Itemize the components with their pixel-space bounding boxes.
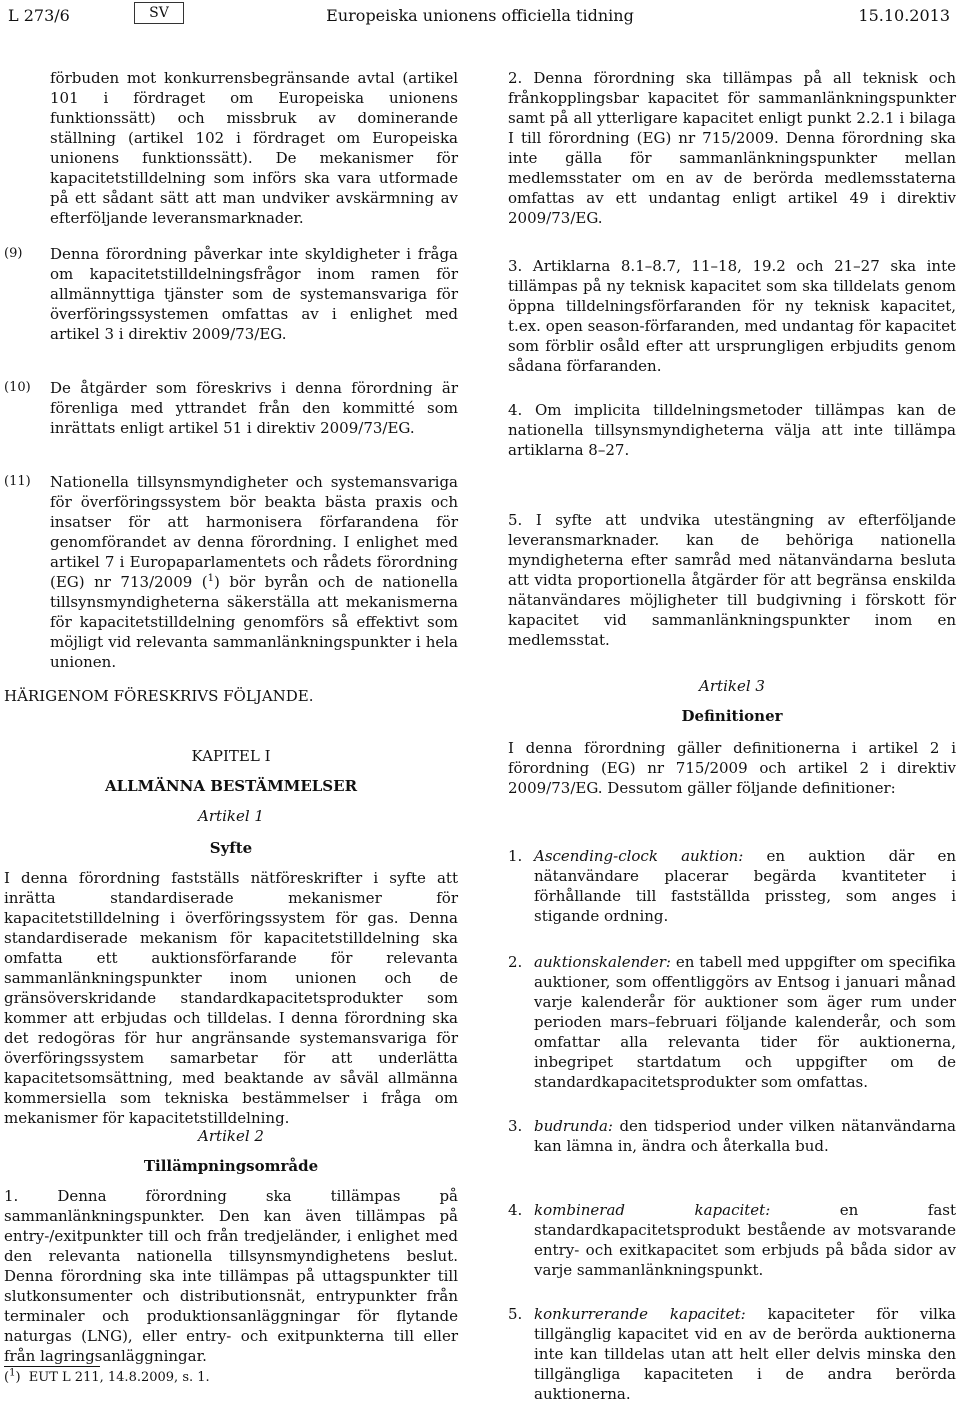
definition-3 [508, 1116, 956, 1156]
definition-number: 5. [508, 1305, 523, 1323]
recital-number: (9) [4, 246, 23, 261]
definition-text: auktionskalender: en tabell med uppgifter om specifika auktioner, som offentliggörs av Entsog i januari månad varje kalenderår för auktioner som äger rum under perioden mars–februari följande kalenderår, och som omfattar alla relevanta tider för auktionerna, inbegripet startdatum och uppgifter om de standardkapacitetsprodukter som omfattas. [534, 953, 956, 1091]
definition-5 [508, 1304, 956, 1404]
footnote-number: 1 [9, 1367, 16, 1379]
recital-text: De åtgärder som föreskrivs i denna förordning är förenliga med yttrandet från den kommitté som inrättats enligt artikel 51 i direktiv 2009/73/EG. [50, 379, 458, 437]
footnote-divider [4, 1366, 100, 1367]
article-3-intro: I denna förordning gäller definitionerna i artikel 2 i förordning (EG) nr 715/2009 och artikel 2 i direktiv 2009/73/EG. Dessutom gäller följande definitioner: [508, 739, 956, 797]
definition-text: kombinerad kapacitet: en fast standardkapacitetsprodukt bestående av motsvarande entry- och exitkapacitet som erbjuds på båda sidor av varje sammanlänkningspunkt. [534, 1201, 956, 1279]
footnote: ($^1$) EUT L 211, 14.8.2009, s. 1. [4, 1367, 210, 1385]
definition-2 [508, 952, 956, 1092]
article-2-label: Artikel 2 [198, 1127, 264, 1145]
recital-number: (11) [4, 474, 31, 489]
article-2-paragraph-5: 5. I syfte att undvika utestängning av efterföljande leveransmarknader. kan de behöriga nationella myndigheterna efter samråd med nätanvändarna besluta att vidta proportionella åtgärder för att begränsa enskilda nätanvändares möjligheter till budgivning i förskott för kapacitet vid sammanlänkningspunkter inom en medlemsstat. [508, 511, 956, 649]
recital-10 [4, 378, 458, 438]
article-3-label: Artikel 3 [699, 677, 765, 695]
definition-term: budrunda: [534, 1117, 613, 1135]
definition-term: auktionskalender: [534, 953, 671, 971]
footnote-text: EUT L 211, 14.8.2009, s. 1. [28, 1370, 210, 1385]
definition-number: 4. [508, 1201, 523, 1219]
chapter-label: KAPITEL I [191, 747, 271, 765]
definition-term: Ascending-clock auktion: [534, 847, 744, 865]
definition-number: 3. [508, 1117, 523, 1135]
recital-number: (10) [4, 380, 31, 395]
article-2-title: Tillämpningsområde [143, 1157, 319, 1175]
intro-paragraph: förbuden mot konkurrensbegränsande avtal (artikel 101 i fördraget om Europeiska unionens funktionssätt) och missbruk av dominerande ställning (artikel 102 i fördraget om Europeiska unionens funktionssätt). De mekanismer för kapacitetstilldelning som införs ska vara utformade på ett sådant sätt att man undviker avskärmning av efterföljande leveransmarknader. [50, 69, 458, 227]
enacting-formula: HÄRIGENOM FÖRESKRIVS FÖLJANDE. [4, 687, 314, 705]
article-2-paragraph-3: 3. Artiklarna 8.1–8.7, 11–18, 19.2 och 21–27 ska inte tillämpas på ny teknisk kapacitet som ska tilldelats genom öppna tilldelningsförfaranden för ny teknisk kapacitet, t.ex. open season-förfaranden, med undantag för kapacitet som förblir osåld efter att ursprungligen erbjudits genom sådana förfaranden. [508, 257, 956, 375]
definition-text: budrunda: den tidsperiod under vilken nätanvändarna kan lämna in, ändra och återkalla bud. [534, 1117, 956, 1155]
article-3-title: Definitioner [681, 707, 783, 725]
chapter-title: ALLMÄNNA BESTÄMMELSER [104, 777, 358, 795]
publication-date: 15.10.2013 [858, 6, 950, 25]
article-1-title: Syfte [209, 839, 253, 857]
journal-title: Europeiska unionens officiella tidning [326, 6, 634, 25]
language-badge: SV [134, 2, 184, 24]
definition-number: 1. [508, 847, 523, 865]
article-1-text: I denna förordning fastställs nätföreskrifter i syfte att inrätta standardiserade mekanismer för kapacitetstilldelning i överföringssystem för gas. Denna standardiserade mekanism för kapacitetstilldelning ska omfatta ett auktionsförfarande för relevanta sammanlänkningspunkter inom unionen och de gränsöverskridande standardkapacitetsprodukter som kommer att erbjudas och tilldelas. I denna förordning ska det redogöras för hur angränsande systemansvariga för överföringssystem samarbetar för att underlätta kapacitetsomsättning, med beaktande av såväl allmänna kommersiella som tekniska bestämmelser i fråga om mekanismer för kapacitetstilldelning. [4, 869, 458, 1127]
article-1-label: Artikel 1 [198, 807, 264, 825]
recital-11 [4, 472, 458, 672]
page-reference: L 273/6 [8, 6, 70, 25]
definition-term: kombinerad kapacitet: [534, 1201, 771, 1219]
recital-text: Nationella tillsynsmyndigheter och systemansvariga för överföringssystem bör beakta bästa praxis och insatser för att harmonisera förfarandena för genomförandet av denna förordning. I enlighet med artikel 7 i Europaparlamentets och rådets förordning (EG) nr 713/2009 ($^1$) bör byrån och de nationella tillsynsmyndigheterna säkerställa att mekanismerna för kapacitetstilldelning genomförs så effektivt som möjligt vid relevanta sammanlänkningspunkter i hela unionen. [50, 473, 459, 671]
definition-text: konkurrerande kapacitet: kapaciteter för vilka tillgänglig kapacitet vid en av de berörda auktionerna inte kan tilldelas utan att helt eller delvis minska den tillgängliga kapaciteten i de andra berörda auktionerna. [534, 1305, 956, 1403]
page-header [0, 2, 960, 30]
definition-number: 2. [508, 953, 523, 971]
recital-text: Denna förordning påverkar inte skyldigheter i fråga om kapacitetstilldelningsfrågor inom ramen för allmännyttiga tjänster som de systemansvariga för överföringssystemen omfattas av i enlighet med artikel 3 i direktiv 2009/73/EG. [50, 245, 458, 343]
article-2-paragraph-1: 1. Denna förordning ska tillämpas på sammanlänkningspunkter. Den kan även tillämpas på entry-/exitpunkter till och från tredjeländer, i enlighet med den relevanta nationella tillsynsmyndighetens beslut. Denna förordning ska inte tillämpas på uttagspunkter till slutkonsumenter och distributionsnät, entrypunkter från terminaler och produktionsanläggningar för flytande naturgas (LNG), eller entry- och exitpunkterna till eller från lagringsanläggningar. [4, 1187, 458, 1365]
article-2-paragraph-2: 2. Denna förordning ska tillämpas på all teknisk och frånkopplingsbar kapacitet för sammanlänkningspunkter samt på all ytterligare kapacitet enligt punkt 2.2.1 i bilaga I till förordning (EG) nr 715/2009. Denna förordning ska inte gälla för sammanlänkningspunkter mellan medlemsstater om en av de berörda medlemsstaterna omfattas av ett undantag enligt artikel 49 i direktiv 2009/73/EG. [508, 69, 956, 227]
footnote-ref[interactable]: 1 [207, 573, 214, 584]
recital-9 [4, 244, 458, 344]
definition-4 [508, 1200, 956, 1280]
article-2-paragraph-4: 4. Om implicita tilldelningsmetoder tillämpas kan de nationella tillsynsmyndigheterna välja att inte tillämpa artiklarna 8–27. [508, 401, 956, 459]
definition-term: konkurrerande kapacitet: [534, 1305, 746, 1323]
definition-text: Ascending-clock auktion: en auktion där en nätanvändare placerar begärda kvantiteter i förhållande till fastställda prissteg, som anges i stigande ordning. [534, 847, 956, 925]
definition-1 [508, 846, 956, 926]
